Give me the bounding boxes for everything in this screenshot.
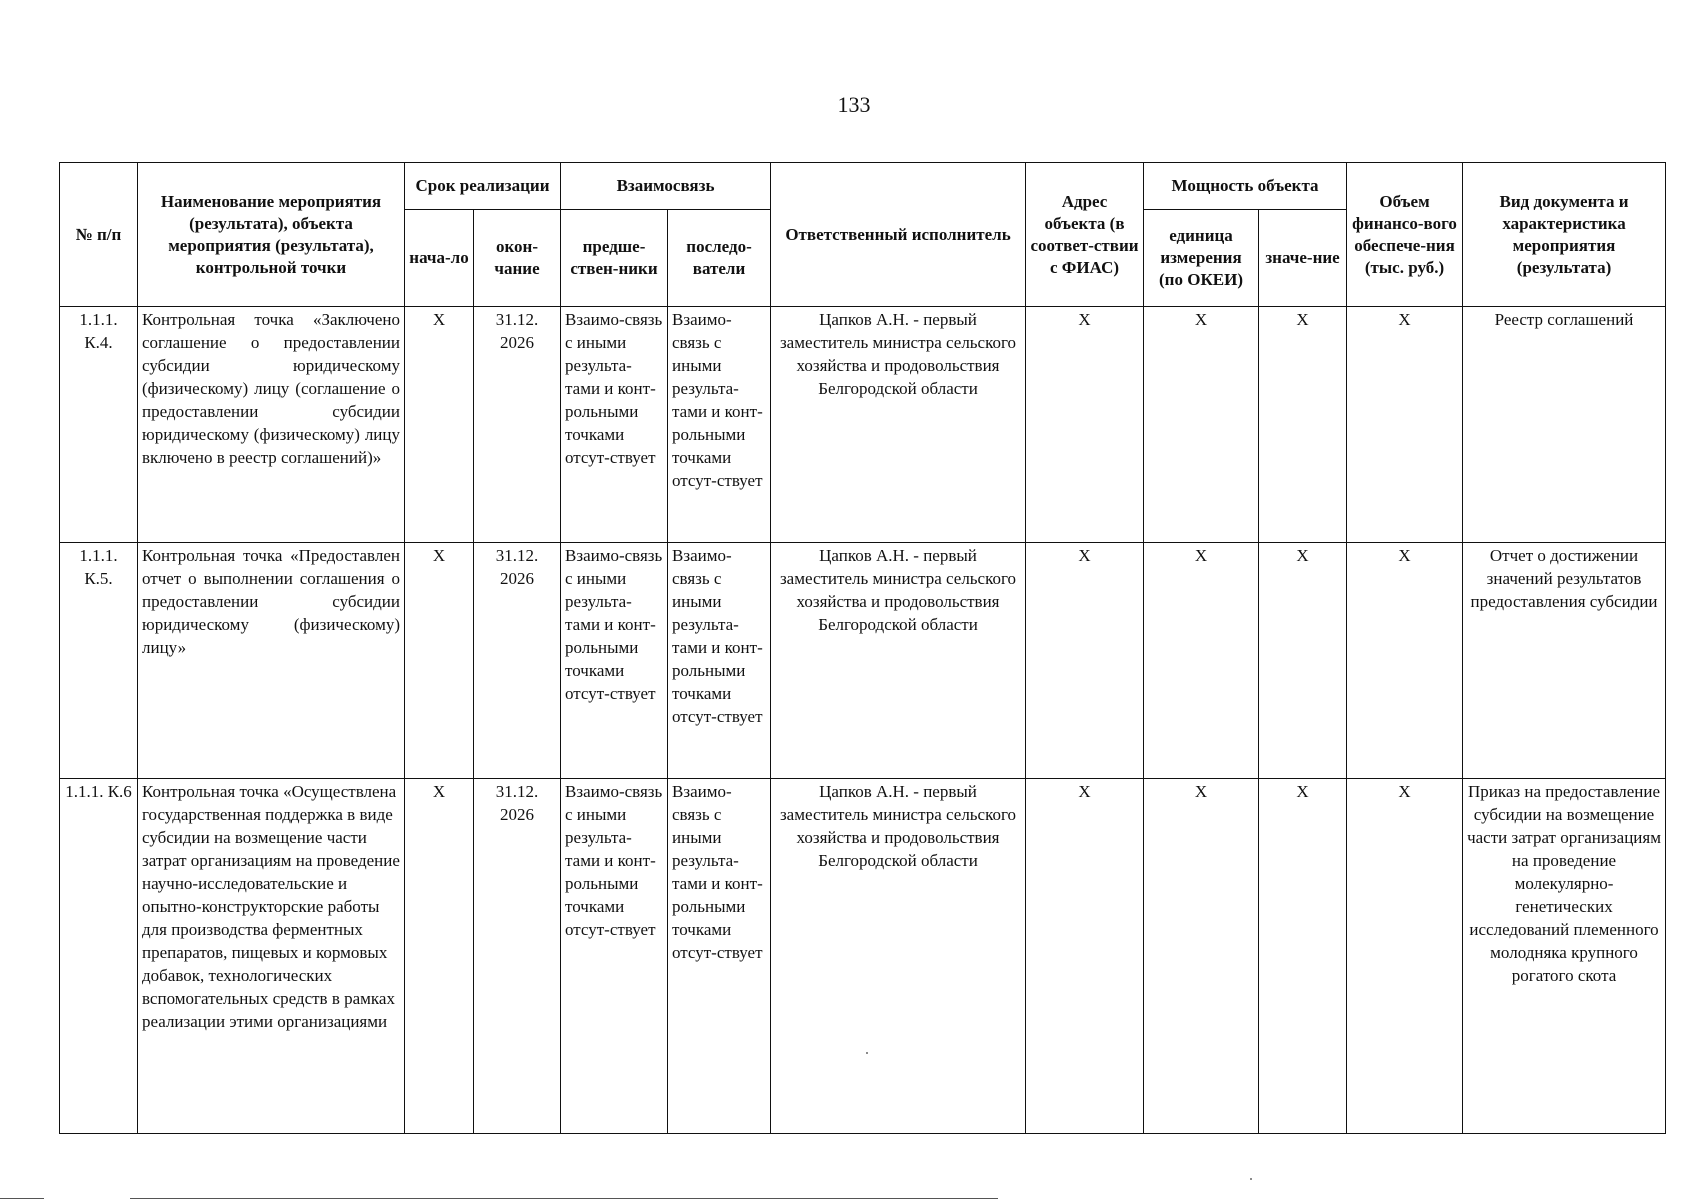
header-address: Адрес объекта (в соответ-ствии с ФИАС) — [1026, 163, 1144, 307]
row-prev: Взаимо-связь с иными результа-тами и конт-рольными точками отсут-ствует — [561, 779, 668, 1134]
scan-dot — [866, 1052, 868, 1054]
table-row — [60, 307, 1666, 543]
row-unit: X — [1144, 543, 1259, 779]
row-value: X — [1259, 779, 1347, 1134]
row-name: Контрольная точка «Предоставлен отчет о выполнении соглашения о предоставлении субсидии юридическому (физическому) лицу» — [138, 543, 405, 779]
header-link: Взаимосвязь — [561, 163, 771, 210]
row-address: X — [1026, 543, 1144, 779]
row-start: X — [405, 543, 474, 779]
events-table — [59, 162, 1666, 1134]
header-num: № п/п — [60, 163, 138, 307]
row-num: 1.1.1. К.4. — [60, 307, 138, 543]
row-start: X — [405, 779, 474, 1134]
scan-dot — [1250, 1178, 1252, 1180]
row-address: X — [1026, 307, 1144, 543]
row-start: X — [405, 307, 474, 543]
header-finance: Объем финансо-вого обеспече-ния (тыс. руб.) — [1347, 163, 1463, 307]
row-next: Взаимо-связь с иными результа-тами и конт-рольными точками отсут-ствует — [668, 307, 771, 543]
row-next: Взаимо-связь с иными результа-тами и конт-рольными точками отсут-ствует — [668, 543, 771, 779]
header-capacity: Мощность объекта — [1144, 163, 1347, 210]
row-responsible: Цапков А.Н. - первый заместитель министра сельского хозяйства и продовольствия Белгородской области — [771, 543, 1026, 779]
row-value: X — [1259, 307, 1347, 543]
row-prev: Взаимо-связь с иными результа-тами и конт-рольными точками отсут-ствует — [561, 307, 668, 543]
row-finance: X — [1347, 779, 1463, 1134]
row-value: X — [1259, 543, 1347, 779]
page-number: 133 — [837, 92, 871, 117]
header-link-next: последо-ватели — [668, 210, 771, 307]
header-capacity-unit: единица измерения (по ОКЕИ) — [1144, 210, 1259, 307]
header-term-end: окон-чание — [474, 210, 561, 307]
row-num: 1.1.1. К.5. — [60, 543, 138, 779]
header-capacity-value: значе-ние — [1259, 210, 1347, 307]
row-end: 31.12. 2026 — [474, 779, 561, 1134]
table-row — [60, 543, 1666, 779]
header-name: Наименование мероприятия (результата), объекта мероприятия (результата), контрольной точки — [138, 163, 405, 307]
table-row — [60, 779, 1666, 1134]
row-name: Контрольная точка «Заключено соглашение о предоставлении субсидии юридическому (физическому) лицу (соглашение о предоставлении субсидии юридическому (физическому) лицу включено в реестр соглашений)» — [138, 307, 405, 543]
row-doc: Отчет о достижении значений результатов предоставления субсидии — [1463, 543, 1666, 779]
row-name: Контрольная точка «Осуществлена государственная поддержка в виде субсидии на возмещение части затрат организациям на проведение научно-исследовательские и опытно-конструкторские работы для производства ферментных препаратов, пищевых и кормовых добавок, технологических вспомогательных средств в рамках реализации этими организациями — [138, 779, 405, 1134]
row-unit: X — [1144, 779, 1259, 1134]
row-num: 1.1.1. К.6 — [60, 779, 138, 1134]
row-next: Взаимо-связь с иными результа-тами и конт-рольными точками отсут-ствует — [668, 779, 771, 1134]
row-address: X — [1026, 779, 1144, 1134]
header-responsible: Ответственный исполнитель — [771, 163, 1026, 307]
row-responsible: Цапков А.Н. - первый заместитель министра сельского хозяйства и продовольствия Белгородской области — [771, 779, 1026, 1134]
row-doc: Приказ на предоставление субсидии на возмещение части затрат организациям на проведение молекулярно-генетических исследований племенного молодняка крупного рогатого скота — [1463, 779, 1666, 1134]
header-term-start: нача-ло — [405, 210, 474, 307]
row-finance: X — [1347, 307, 1463, 543]
row-unit: X — [1144, 307, 1259, 543]
row-responsible: Цапков А.Н. - первый заместитель министра сельского хозяйства и продовольствия Белгородской области — [771, 307, 1026, 543]
row-doc: Реестр соглашений — [1463, 307, 1666, 543]
header-doc: Вид документа и характеристика мероприятия (результата) — [1463, 163, 1666, 307]
header-link-prev: предше-ствен-ники — [561, 210, 668, 307]
header-term: Срок реализации — [405, 163, 561, 210]
row-prev: Взаимо-связь с иными результа-тами и конт-рольными точками отсут-ствует — [561, 543, 668, 779]
row-end: 31.12. 2026 — [474, 543, 561, 779]
scan-line-left — [0, 1198, 44, 1199]
row-end: 31.12. 2026 — [474, 307, 561, 543]
row-finance: X — [1347, 543, 1463, 779]
scan-line-right — [130, 1198, 998, 1199]
